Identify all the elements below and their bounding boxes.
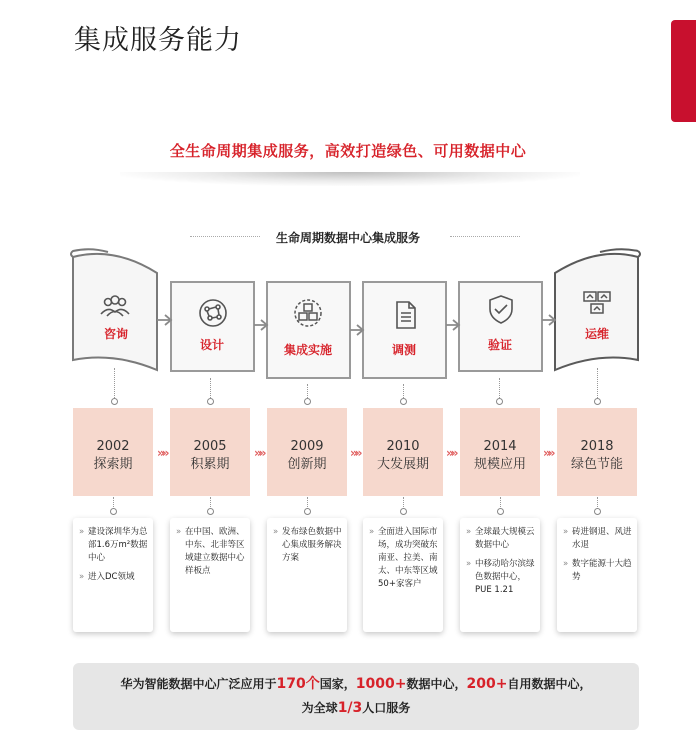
detail-card-2018 (557, 518, 637, 632)
connector (210, 378, 211, 398)
stage-label-design: 设计 (199, 338, 224, 352)
summary-line-1 (73, 672, 639, 696)
detail-card-2002 (73, 518, 153, 632)
document-icon (388, 298, 422, 332)
connector (403, 384, 404, 398)
connector (307, 384, 308, 398)
connector-knob (207, 398, 214, 405)
headline: 全生命周期集成服务，高效打造绿色、可用数据中心 (169, 142, 527, 160)
stage-label-operations: 运维 (584, 327, 609, 341)
shield-check-icon (484, 292, 518, 326)
connector-knob (111, 398, 118, 405)
era-chevron: »» (543, 446, 553, 460)
connector-knob (400, 398, 407, 405)
era-box-2002 (73, 408, 153, 496)
detail-item: » 中移动哈尔滨绿色数据中心，PUE 1.21 (466, 558, 536, 597)
detail-item: » 进入DC领域 (79, 571, 149, 584)
detail-card-2009 (267, 518, 347, 632)
summary-highlight: 1000+ (355, 676, 407, 692)
era-box-2014 (460, 408, 540, 496)
summary-highlight: 170个 (276, 676, 320, 692)
era-name: 探索期 (93, 457, 133, 472)
summary-text: 为全球 (301, 701, 338, 715)
era-chevron: »» (157, 446, 167, 460)
lifecycle-title: 生命周期数据中心集成服务 (275, 231, 420, 245)
people-icon (98, 290, 132, 324)
detail-card-2014 (460, 518, 540, 632)
era-year: 2014 (483, 439, 517, 454)
detail-item: » 数字能源十大趋势 (563, 558, 633, 584)
summary-highlight: 200+ (466, 676, 508, 692)
detail-item: » 全面进入国际市场，成功突破东南亚、拉美、南太、中东等区域50+家客户 (369, 526, 439, 591)
detail-card-2010 (363, 518, 443, 632)
era-year: 2018 (580, 439, 614, 454)
connector (114, 368, 115, 398)
integration-cubes-icon (291, 296, 325, 330)
era-name: 绿色节能 (570, 457, 623, 472)
summary-line-2 (73, 696, 639, 720)
connector-knob (497, 508, 504, 515)
stage-label-verification: 验证 (487, 338, 512, 352)
summary-text: 自用数据中心， (507, 677, 592, 691)
detail-item: » 砖进钢退、风进水退 (563, 526, 633, 552)
design-network-icon (196, 296, 230, 330)
connector-knob (304, 508, 311, 515)
connector-knob (207, 508, 214, 515)
era-chevron: »» (350, 446, 360, 460)
era-year: 2009 (290, 439, 324, 454)
detail-card-2005 (170, 518, 250, 632)
operations-screens-icon (580, 286, 614, 320)
connector-knob (496, 398, 503, 405)
detail-item: » 在中国、欧洲、中东、北非等区域建立数据中心样板点 (176, 526, 246, 578)
detail-item: » 建设深圳华为总部1.6万m²数据中心 (79, 526, 149, 565)
era-name: 大发展期 (376, 457, 429, 472)
stage-label-testing: 调测 (391, 343, 416, 357)
summary-text: 人口服务 (362, 701, 411, 715)
era-name: 创新期 (287, 457, 327, 472)
connector-knob (400, 508, 407, 515)
connector-knob (110, 508, 117, 515)
summary-band (73, 663, 639, 730)
summary-text: 国家， (319, 677, 356, 691)
stage-label-integration: 集成实施 (283, 343, 332, 357)
summary-text: 华为智能数据中心广泛应用于 (120, 677, 277, 691)
detail-item: » 全球最大规模云数据中心 (466, 526, 536, 552)
era-year: 2005 (193, 439, 227, 454)
summary-text: 数据中心， (406, 677, 467, 691)
era-box-2005 (170, 408, 250, 496)
era-box-2018 (557, 408, 637, 496)
era-name: 规模应用 (473, 457, 526, 472)
connector (499, 378, 500, 398)
connector (597, 368, 598, 398)
detail-item: » 发布绿色数据中心集成服务解决方案 (273, 526, 343, 565)
era-chevron: »» (446, 446, 456, 460)
connector-knob (594, 398, 601, 405)
connector-knob (304, 398, 311, 405)
era-name: 积累期 (190, 457, 230, 472)
page-title: 集成服务能力 (74, 25, 242, 56)
era-box-2010 (363, 408, 443, 496)
era-chevron: »» (254, 446, 264, 460)
stage-label-consult: 咨询 (103, 327, 128, 341)
era-year: 2002 (96, 439, 130, 454)
connector-knob (594, 508, 601, 515)
era-box-2009 (267, 408, 347, 496)
summary-highlight: 1/3 (337, 700, 363, 716)
era-year: 2010 (386, 439, 420, 454)
